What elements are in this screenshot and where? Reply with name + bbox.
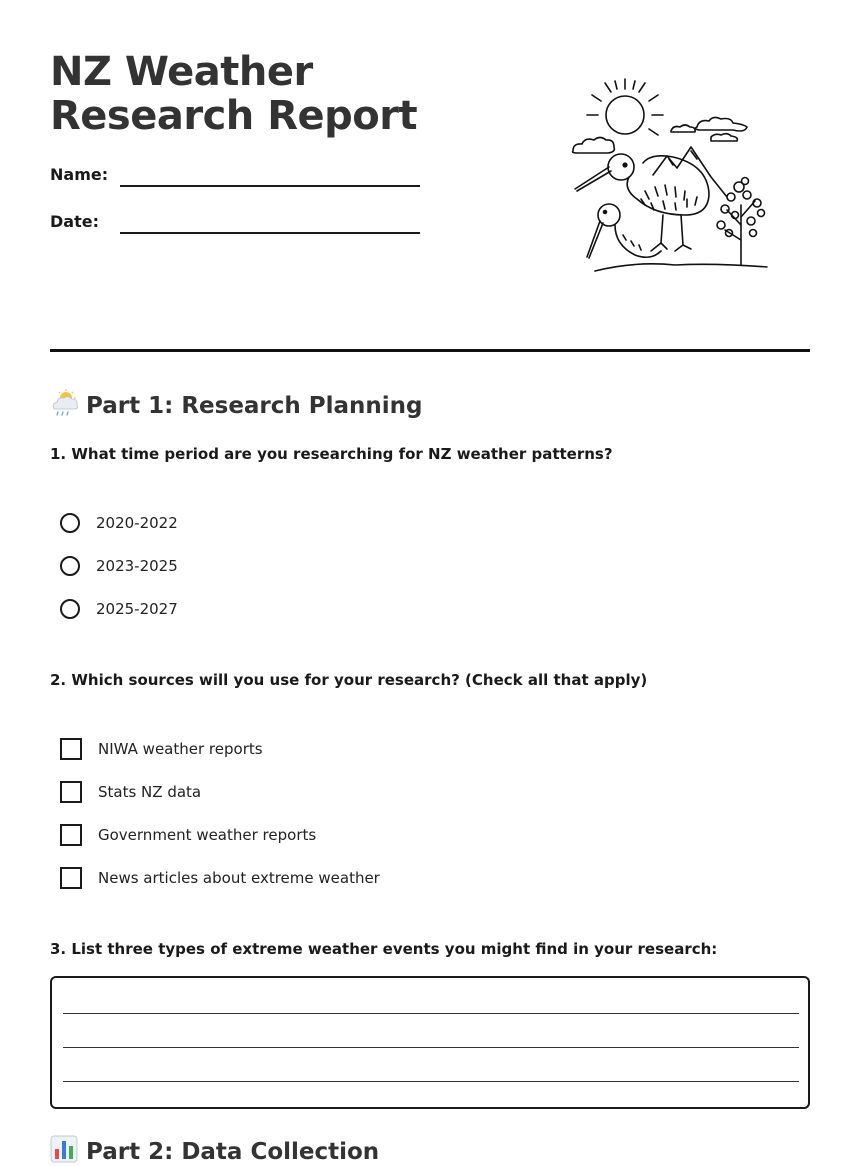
part2-heading-text: Part 2: Data Collection bbox=[86, 1139, 380, 1165]
source-news-articles[interactable] bbox=[60, 866, 380, 890]
option-label: 2020-2022 bbox=[96, 514, 178, 532]
page-title: NZ Weather Research Report bbox=[50, 49, 418, 139]
cloud-right-icon bbox=[695, 117, 747, 131]
header-divider bbox=[50, 349, 810, 352]
checkbox[interactable] bbox=[60, 738, 82, 760]
sun-behind-rain-cloud-icon bbox=[50, 389, 78, 417]
question-2: 2. Which sources will you use for your research? (Check all that apply) bbox=[50, 671, 648, 689]
answer-box[interactable] bbox=[50, 976, 810, 1109]
cloud-small-icon bbox=[671, 125, 695, 132]
source-niwa[interactable] bbox=[60, 737, 263, 761]
radio-button[interactable] bbox=[60, 556, 80, 576]
option-label: Stats NZ data bbox=[98, 783, 202, 801]
radio-button[interactable] bbox=[60, 513, 80, 533]
name-label: Name: bbox=[50, 165, 109, 184]
mountains-icon bbox=[653, 147, 727, 197]
name-field bbox=[50, 165, 120, 184]
part2-heading bbox=[50, 1135, 379, 1166]
checkbox[interactable] bbox=[60, 824, 82, 846]
checkbox[interactable] bbox=[60, 781, 82, 803]
sun-rays-icon bbox=[587, 79, 663, 135]
cloud-left-icon bbox=[573, 138, 615, 154]
checkbox[interactable] bbox=[60, 867, 82, 889]
date-field bbox=[50, 212, 120, 231]
kiwi-bird-illustration bbox=[565, 75, 775, 280]
kiwi-small-icon bbox=[587, 204, 661, 258]
name-input-line[interactable] bbox=[120, 185, 420, 187]
answer-line-3[interactable] bbox=[63, 1081, 799, 1082]
option-label: 2025-2027 bbox=[96, 600, 178, 618]
tree-icon bbox=[717, 178, 765, 266]
option-2023-2025[interactable] bbox=[60, 554, 178, 578]
option-label: NIWA weather reports bbox=[98, 740, 263, 758]
date-label: Date: bbox=[50, 212, 99, 231]
option-2025-2027[interactable] bbox=[60, 597, 178, 621]
sun-icon bbox=[606, 96, 644, 134]
part1-heading-text: Part 1: Research Planning bbox=[86, 393, 423, 419]
bar-chart-icon bbox=[50, 1135, 78, 1163]
part1-heading bbox=[50, 389, 423, 420]
option-label: 2023-2025 bbox=[96, 557, 178, 575]
answer-line-2[interactable] bbox=[63, 1047, 799, 1048]
date-input-line[interactable] bbox=[120, 232, 420, 234]
question-1: 1. What time period are you researching for NZ weather patterns? bbox=[50, 445, 613, 463]
question-3: 3. List three types of extreme weather events you might find in your research: bbox=[50, 940, 718, 958]
source-stats-nz[interactable] bbox=[60, 780, 201, 804]
option-label: News articles about extreme weather bbox=[98, 869, 380, 887]
option-label: Government weather reports bbox=[98, 826, 317, 844]
radio-button[interactable] bbox=[60, 599, 80, 619]
ground-line bbox=[595, 264, 767, 271]
source-government[interactable] bbox=[60, 823, 316, 847]
answer-line-1[interactable] bbox=[63, 1013, 799, 1014]
option-2020-2022[interactable] bbox=[60, 511, 178, 535]
